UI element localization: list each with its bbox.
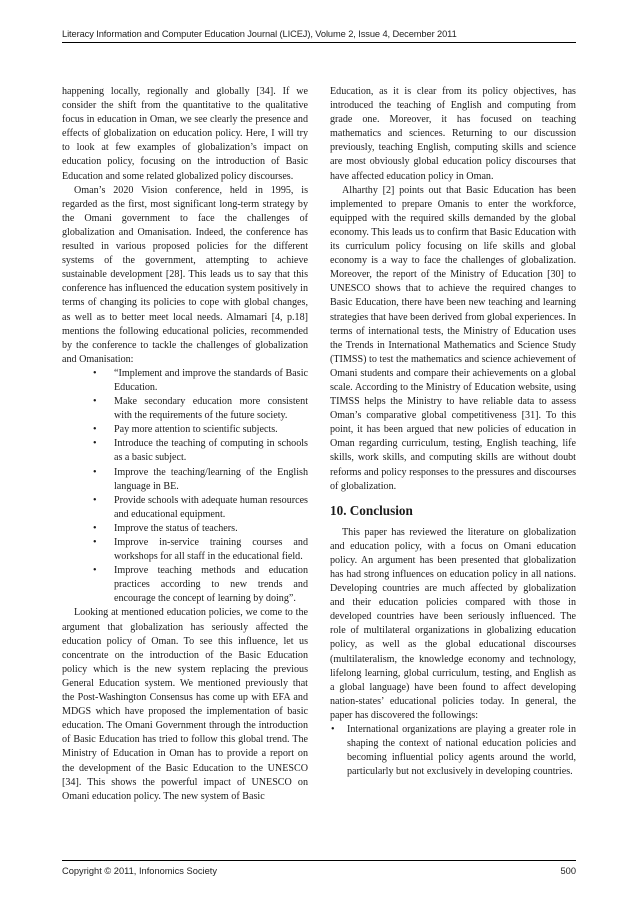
footer-rule: [62, 860, 576, 861]
right-column: [330, 85, 576, 779]
footer-copyright: Copyright © 2011, Infonomics Society: [62, 866, 217, 876]
header-rule: [62, 42, 576, 43]
page-number: 500: [560, 866, 576, 876]
section-heading: 10. Conclusion: [330, 502, 413, 518]
left-column: [62, 85, 308, 804]
list-item: • International organizations are playing a greater role in shaping the context of national education policies and becoming influential policy agents around the world, particularly but not exclusively in developing countries.: [347, 723, 576, 779]
paragraph: Oman’s 2020 Vision conference, held in 1995, is regarded as the first, most significant long-term strategy by the Omani government to face the challenges of globalization and Omanisation. Indeed, the conference has resulted in various proposed policies for the different systems of the government, attempting to achieve sustainable development [28]. This leads us to say that this conference has influenced the education system positively in terms of changing its policies to cope with global changes, as well as to better meet local needs. Almamari [4, p.18] mentions the following educational policies, recommended by the conference to tackle the challenges of globalization and Omanisation:: [62, 184, 308, 365]
list-item: • Pay more attention to scientific subjects.: [114, 423, 308, 437]
list-item: • Provide schools with adequate human resources and educational equipment.: [114, 494, 308, 522]
paragraph: Education, as it is clear from its policy objectives, has introduced the teaching of English and computing from grade one. Moreover, it has focused on teaching mathematics and sciences. Returning to our discussion previously, teaching English, computing skills and science are most obviously global education policy discourses that have affected education policy in Oman.: [330, 86, 576, 182]
findings-bullet-list: [330, 723, 576, 779]
list-item: • Improve the status of teachers.: [114, 522, 308, 536]
paragraph: happening locally, regionally and globally [34]. If we consider the shift from the quantitative to the qualitative focus in education in Oman, we see clearly the presence and effects of globalization on education policy. Here, I will try to look at few examples of globalization’s impact on education policy, focusing on the introduction of Basic Education and some related globalized policy discourses.: [62, 86, 308, 182]
list-item: • Introduce the teaching of computing in schools as a basic subject.: [114, 437, 308, 465]
paragraph: Looking at mentioned education policies, we come to the argument that globalization has seriously affected the education policy of Oman. To see this influence, let us concentrate on the introduction of the Basic Education policy which is the new system replacing the previous General Education system. We mentioned previously that the Post-Washington Consensus has come up with EFA and MDGS which have proposed the implementation of basic education. The Omani Government through the introduction of Basic Education has tried to follow this global trend. The Ministry of Education in Oman has to provide a report on the development of the Basic Education to the UNESCO [34]. This shows the powerful impact of UNESCO on Omani education policy. The new system of Basic: [62, 607, 308, 802]
paragraph: This paper has reviewed the literature on globalization and education policy, with a focus on Omani education policy. An argument has been presented that globalization has had strong influences on education policy in all nations. Developing countries are much affected by globalization and their education policies compared with those in developed countries have been seriously influenced. The role of multilateral organizations in globalizing education policy, as well as the global educational discourses (multilateralism, the knowledge economy and technology, lifelong learning, global curriculum, testing, and English as a global language) have been found to affect developing nation-states’ educational policies today. In general, the paper has discovered the followings:: [330, 526, 576, 721]
list-item: • Improve in-service training courses and workshops for all staff in the educational field.: [114, 536, 308, 564]
paragraph: Alharthy [2] points out that Basic Education has been implemented to prepare Omanis to enter the workforce, equipped with the required skills demanded by the global economy. This leads us to confirm that Basic Education with its curriculum policy focusing on life skills and global economy is a way to face the challenges of globalization. Moreover, the report of the Ministry of Education [30] to UNESCO shows that to achieve the required changes to Basic Education, there have been new teaching and learning strategies that have been derived from global experiences. In terms of international tests, the Ministry of Education uses the Trends in International Mathematics and Science Study (TIMSS) to test the mathematics and science achievement of Omani students and compare their achievements on a global scale. According to the Ministry of Education website, using TIMSS helps the Ministry to have reliable data to assess Oman’s comparative global competitiveness [31]. To this point, it has been argued that new policies of education in Oman regarding curriculum, testing, English teaching, life skills, work skills, and computing skills are without doubt reforms and policy responses to the pressures and discourses of globalization.: [330, 184, 576, 492]
list-item: • Make secondary education more consistent with the requirements of the future society.: [114, 395, 308, 423]
list-item: • Improve teaching methods and education practices according to new trends and encourage the concept of learning by doing”.: [114, 564, 308, 606]
policy-bullet-list: [62, 367, 308, 607]
running-header: Literacy Information and Computer Education Journal (LICEJ), Volume 2, Issue 4, December 2011: [62, 29, 457, 39]
list-item: • “Implement and improve the standards of Basic Education.: [114, 367, 308, 395]
list-item: • Improve the teaching/learning of the English language in BE.: [114, 466, 308, 494]
